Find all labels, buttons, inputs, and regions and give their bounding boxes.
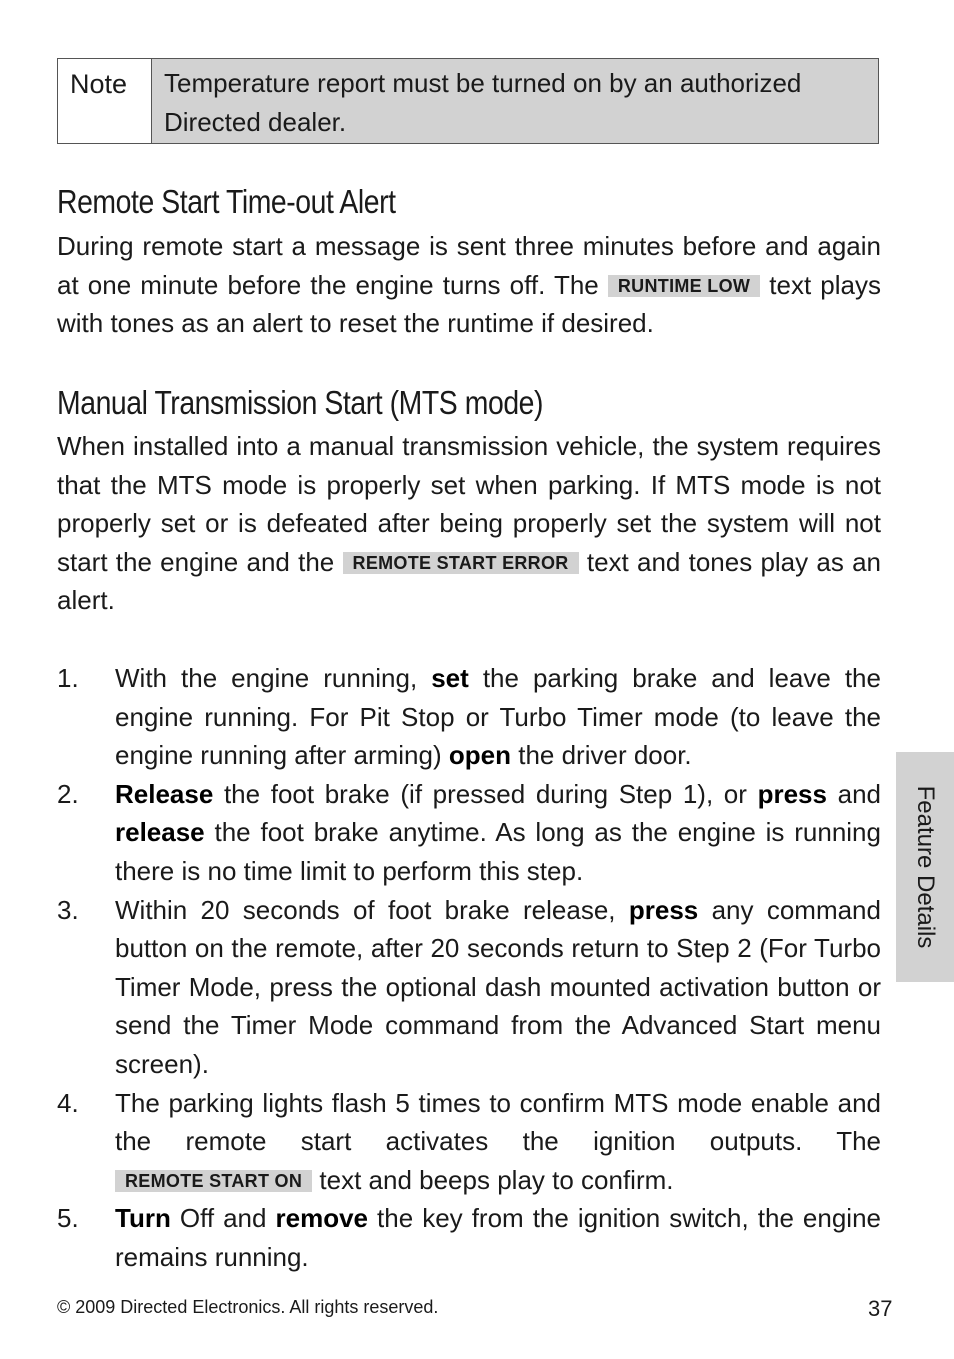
note-box (57, 58, 879, 144)
step-keyword: remove (275, 1203, 369, 1234)
step-text: the foot brake anytime. As long as the engine is running there is no time limit to perform this step. (115, 817, 881, 886)
step-number: 3. (57, 894, 79, 925)
step-text: the parking brake and leave the engine running. For Pit Stop or Turbo Timer mode (to leave the engine running after arming) (115, 663, 881, 771)
step-keyword: Release (115, 778, 214, 809)
step-keyword: Turn (115, 1203, 171, 1234)
section-timeout-alert-body (57, 227, 881, 343)
section-title-mts-mode: Manual Transmission Start (MTS mode) (57, 384, 544, 421)
footer-copyright: © 2009 Directed Electronics. All rights reserved. (57, 1297, 439, 1317)
step-keyword: release (115, 817, 205, 848)
step-text: and (837, 778, 881, 809)
mts-steps-list (57, 659, 881, 1277)
section-title-timeout-alert: Remote Start Time-out Alert (57, 183, 396, 220)
step-text: Within 20 seconds of foot brake release, (115, 894, 616, 925)
step-number: 2. (57, 778, 79, 809)
step-number: 1. (57, 663, 79, 693)
step-keyword: set (431, 663, 469, 693)
list-item (57, 1199, 881, 1276)
side-section-tab (896, 752, 954, 982)
note-label: Note (58, 59, 152, 143)
step-text: With the engine running, (115, 663, 418, 693)
step-keyword: press (757, 778, 827, 809)
list-item (57, 1084, 881, 1200)
page-number: 37 (868, 1296, 893, 1321)
list-item (57, 891, 881, 1084)
step-keyword: press (628, 894, 699, 925)
step-text: The parking lights flash 5 times to confirm MTS mode enable and the remote start activates the ignition outputs. The (115, 1087, 881, 1157)
step-keyword: open (448, 740, 511, 771)
side-tab-label: Feature Details (912, 785, 939, 949)
step-number: 4. (57, 1087, 79, 1118)
step-text: the key from the ignition switch, the engine remains running. (115, 1203, 881, 1272)
remote-start-error-tag: REMOTE START ERROR (343, 552, 579, 574)
runtime-low-tag: RUNTIME LOW (608, 275, 760, 297)
body-text: During remote start a message is sent three minutes before and again at one minute before the engine turns off. The (57, 231, 881, 300)
step-text: the foot brake (if pressed during Step 1), or (223, 778, 747, 809)
list-item (57, 775, 881, 891)
step-text: Off and (179, 1203, 267, 1234)
body-text: text and tones play as an alert. (57, 546, 881, 615)
list-item (57, 659, 881, 775)
section-mts-body (57, 427, 881, 620)
body-text: When installed into a manual transmission vehicle, the system requires that the MTS mode is properly set when parking. If MTS mode is not properly set or is defeated after being properly set the system will not start the engine and the (57, 431, 881, 577)
step-text: the driver door. (518, 740, 692, 771)
step-text: text and beeps play to confirm. (319, 1164, 674, 1195)
step-number: 5. (57, 1203, 79, 1234)
body-text: text plays with tones as an alert to reset the runtime if desired. (57, 269, 881, 338)
remote-start-on-tag: REMOTE START ON (115, 1170, 312, 1192)
note-text: Temperature report must be turned on by an authorized Directed dealer. (152, 59, 878, 143)
step-text: any command button on the remote, after 20 seconds return to Step 2 (For Turbo Timer Mode, press the optional dash mounted activation button or send the Timer Mode command from the Advanced Start menu screen). (115, 894, 881, 1079)
